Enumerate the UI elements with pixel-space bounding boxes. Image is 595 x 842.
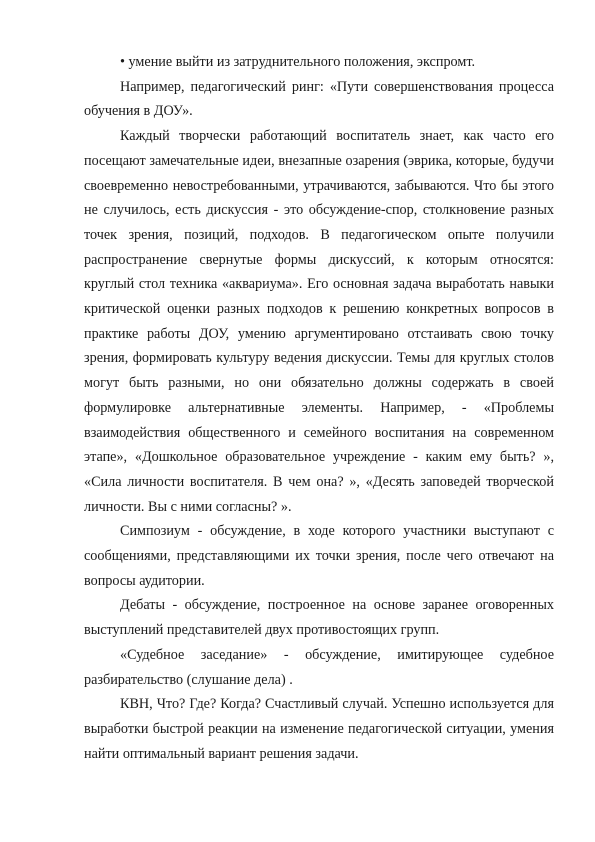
- bullet-paragraph: • умение выйти из затруднительного положения, экспромт.: [120, 54, 476, 70]
- paragraph-symposium: Симпозиум - обсуждение, в ходе которого участники выступают с сообщениями, представляющими их точки зрения, после чего отвечают на вопросы аудитории.: [84, 523, 554, 589]
- paragraph-kvn: КВН, Что? Где? Когда? Счастливый случай. Успешно используется для выработки быстрой реакции на изменение педагогической ситуации, умения найти оптимальный вариант решения задачи.: [84, 696, 554, 762]
- paragraph-example-ring: Например, педагогический ринг: «Пути совершенствования процесса обучения в ДОУ».: [84, 78, 554, 120]
- paragraph-court-session: «Судебное заседание» - обсуждение, имитирующее судебное разбирательство (слушание дела) .: [84, 646, 554, 688]
- document-body: [84, 50, 554, 766]
- paragraph-debates: Дебаты - обсуждение, построенное на основе заранее оговоренных выступлений представителей двух противостоящих групп.: [84, 597, 554, 639]
- paragraph-discussion: Каждый творчески работающий воспитатель знает, как часто его посещают замечательные идеи, внезапные озарения (эврика, которые, будучи своевременно невостребованными, утрачиваются, забываются. Что бы этого не случилось, есть дискуссия - это обсуждение-спор, столкновение разных точек зрения, позиций, подходов. В педагогическом опыте получили распространение свернутые формы дискуссий, к которым относятся: круглый стол техника «аквариума». Его основная задача выработать навыки критической оценки разных подходов к решению конкретных вопросов в практике работы ДОУ, умению аргументировано отстаивать свою точку зрения, формировать культуру ведения дискуссии. Темы для круглых столов могут быть разными, но они обязательно должны содержать в своей формулировке альтернативные элементы. Например, - «Проблемы взаимодействия общественного и семейного воспитания на современном этапе», «Дошкольное образовательное учреждение - каким ему быть? », «Сила личности воспитателя. В чем она? », «Десять заповедей творческой личности. Вы с ними согласны? ».: [84, 128, 554, 515]
